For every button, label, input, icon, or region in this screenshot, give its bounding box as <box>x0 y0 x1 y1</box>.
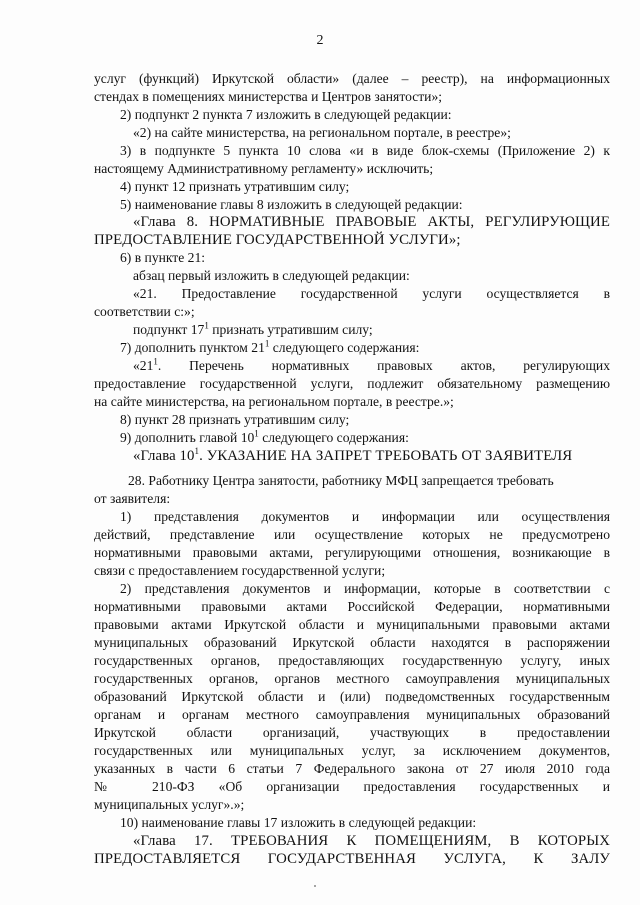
text-line: на сайте министерства, на региональном портале, в реестре.»; <box>94 394 454 409</box>
text-line: государственных или муниципальных услуг, за исключением документов, <box>94 743 610 758</box>
text-line: 10) наименование главы 17 изложить в следующей редакции: <box>120 815 477 830</box>
text-line: от заявителя: <box>94 491 171 506</box>
text-line: 9) дополнить главой $10^1$ следующего содержания: <box>120 428 409 445</box>
text-line: нормативными правовыми актами Российской Федерации, нормативными <box>94 599 610 614</box>
text-line: муниципальных услуг».»; <box>94 797 245 812</box>
text-line: правовыми актами Иркутской области и муниципальными правовыми актами <box>94 617 610 632</box>
text-line: «$21^1$. Перечень нормативных правовых актов, регулирующих <box>133 356 610 373</box>
text-line: услуг (функций) Иркутской области» (далее – реестр), на информационных <box>94 71 610 86</box>
heading-line: «Глава $10^1$. УКАЗАНИЕ НА ЗАПРЕТ ТРЕБОВАТЬ ОТ ЗАЯВИТЕЛЯ <box>133 446 573 464</box>
text-line: настоящему Административному регламенту» исключить; <box>94 161 434 176</box>
text-line: № 210-ФЗ «Об организации предоставления государственных и <box>94 779 610 794</box>
text-line: ПРЕДОСТАВЛЕНИЕ ГОСУДАРСТВЕННОЙ УСЛУГИ»; <box>94 232 461 248</box>
text-line: государственных органов, предоставляющих государственную услугу, иных <box>94 653 610 668</box>
text-line: образований Иркутской области и (или) подведомственных государственным <box>94 689 610 704</box>
scan-speck <box>314 885 316 887</box>
text-line: действий, представление или осуществление которых не предусмотрено <box>94 527 610 542</box>
text-line: 6) в пункте 21: <box>120 250 206 265</box>
text-line: указанных в части 6 статьи 7 Федерального закона от 27 июля 2010 года <box>94 761 610 776</box>
text-line: органам и органам местного самоуправления муниципальных образований <box>94 707 610 722</box>
text-line: 2) подпункт 2 пункта 7 изложить в следующей редакции: <box>120 107 452 122</box>
text-line: Иркутской области организаций, участвующих в предоставлении <box>94 725 610 740</box>
text-line: соответствии с:»; <box>94 304 195 319</box>
text-line: 8) пункт 28 признать утратившим силу; <box>120 412 350 427</box>
text-line: 7) дополнить пунктом $21^1$ следующего содержания: <box>120 338 420 355</box>
text-line: «Глава 17. ТРЕБОВАНИЯ К ПОМЕЩЕНИЯМ, В КОТОРЫХ <box>133 833 610 849</box>
text-line: «21. Предоставление государственной услуги осуществляется в <box>133 286 610 301</box>
text-line: «Глава 8. НОРМАТИВНЫЕ ПРАВОВЫЕ АКТЫ, РЕГУЛИРУЮЩИЕ <box>133 214 610 230</box>
text-line: стендах в помещениях министерства и Центров занятости»; <box>94 89 443 104</box>
text-line: «2) на сайте министерства, на региональном портале, в реестре»; <box>133 125 511 140</box>
text-line: абзац первый изложить в следующей редакции: <box>133 268 410 283</box>
text-line: государственных органов, органов местного самоуправления муниципальных <box>94 671 610 686</box>
text-line: 1) представления документов и информации или осуществления <box>120 509 610 524</box>
text-line: 2) представления документов и информации, которые в соответствии с <box>120 581 610 596</box>
text-line: 3) в подпункте 5 пункта 10 слова «и в виде блок-схемы (Приложение 2) к <box>120 143 610 158</box>
text-line: ПРЕДОСТАВЛЯЕТСЯ ГОСУДАРСТВЕННАЯ УСЛУГА, К ЗАЛУ <box>94 851 610 867</box>
text-line: 4) пункт 12 признать утратившим силу; <box>120 179 350 194</box>
text-line: 28. Работнику Центра занятости, работнику МФЦ запрещается требовать <box>128 473 554 488</box>
text-line: подпункт $17^1$ признать утратившим силу; <box>133 320 373 337</box>
text-line: предоставление государственной услуги, подлежит обязательному размещению <box>94 376 610 391</box>
text-line: нормативными правовыми актами, регулирующими отношения, возникающие в <box>94 545 610 560</box>
page-number: 2 <box>316 33 324 48</box>
text-line: связи с предоставлением государственной услуги; <box>94 563 386 578</box>
text-line: 5) наименование главы 8 изложить в следующей редакции: <box>120 197 463 212</box>
text-line: муниципальных образований Иркутской области находятся в распоряжении <box>94 635 610 650</box>
